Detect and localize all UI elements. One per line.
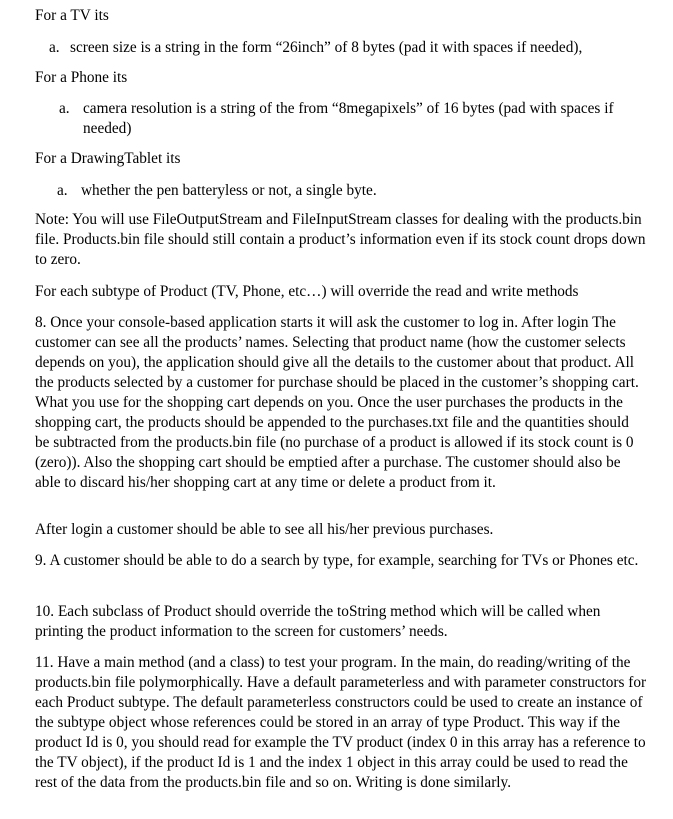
tablet-item-text: whether the pen batteryless or not, a single byte. xyxy=(81,182,377,199)
phone-item-marker: a. xyxy=(59,100,70,117)
phone-heading: For a Phone its xyxy=(35,69,128,86)
phone-item-text: camera resolution is a string of the from “8megapixels” of 16 bytes (pad with spaces if needed) xyxy=(83,100,614,137)
tablet-item-marker: a. xyxy=(57,182,68,199)
tv-list-item xyxy=(49,38,649,58)
tablet-list-item xyxy=(57,181,647,201)
tablet-heading: For a DrawingTablet its xyxy=(35,150,181,167)
override-note-paragraph: For each subtype of Product (TV, Phone, etc…) will override the read and write methods xyxy=(35,283,579,300)
item-10-paragraph: 10. Each subclass of Product should override the toString method which will be called when printing the product information to the screen for customers’ needs. xyxy=(35,603,601,640)
tv-item-text: screen size is a string in the form “26inch” of 8 bytes (pad it with spaces if needed), xyxy=(70,39,583,56)
note-paragraph: Note: You will use FileOutputStream and FileInputStream classes for dealing with the products.bin file. Products.bin file should still contain a product’s information even if its stock count drops down to zero. xyxy=(35,211,646,268)
tv-item-marker: a. xyxy=(49,39,60,56)
after-login-paragraph: After login a customer should be able to see all his/her previous purchases. xyxy=(35,521,494,538)
tv-heading: For a TV its xyxy=(35,7,109,24)
item-11-paragraph: 11. Have a main method (and a class) to test your program. In the main, do reading/writing of the products.bin file polymorphically. Have a default parameterless and with parameter constructors for each Product subtype. The default parameterless constructors could be used to create an instance of the subtype object whose references could be stored in an array of type Product. This way if the product Id is 0, you should read for example the TV product (index 0 in this array has a reference to the TV object), if the product Id is 1 and the index 1 object in this array could be used to read the rest of the data from the products.bin file and so on. Writing is done similarly. xyxy=(35,654,647,791)
phone-list-item xyxy=(59,99,649,139)
item-8-paragraph: 8. Once your console-based application starts it will ask the customer to log in. After login The customer can see all the products’ names. Selecting that product name (how the customer selects depends on you), the application should give all the details to the customer about that product. All the products selected by a customer for purchase should be placed in the customer’s shopping cart. What you use for the shopping cart depends on you. Once the user purchases the products in the shopping cart, the products should be appended to the purchases.txt file and the quantities should be subtracted from the products.bin file (no purchase of a product is allowed if its stock count is 0 (zero)). Also the shopping cart should be emptied after a purchase. The customer should also be able to discard his/her shopping cart at any time or delete a product from it. xyxy=(35,314,639,491)
item-9-paragraph: 9. A customer should be able to do a search by type, for example, searching for TVs or Phones etc. xyxy=(35,552,639,569)
